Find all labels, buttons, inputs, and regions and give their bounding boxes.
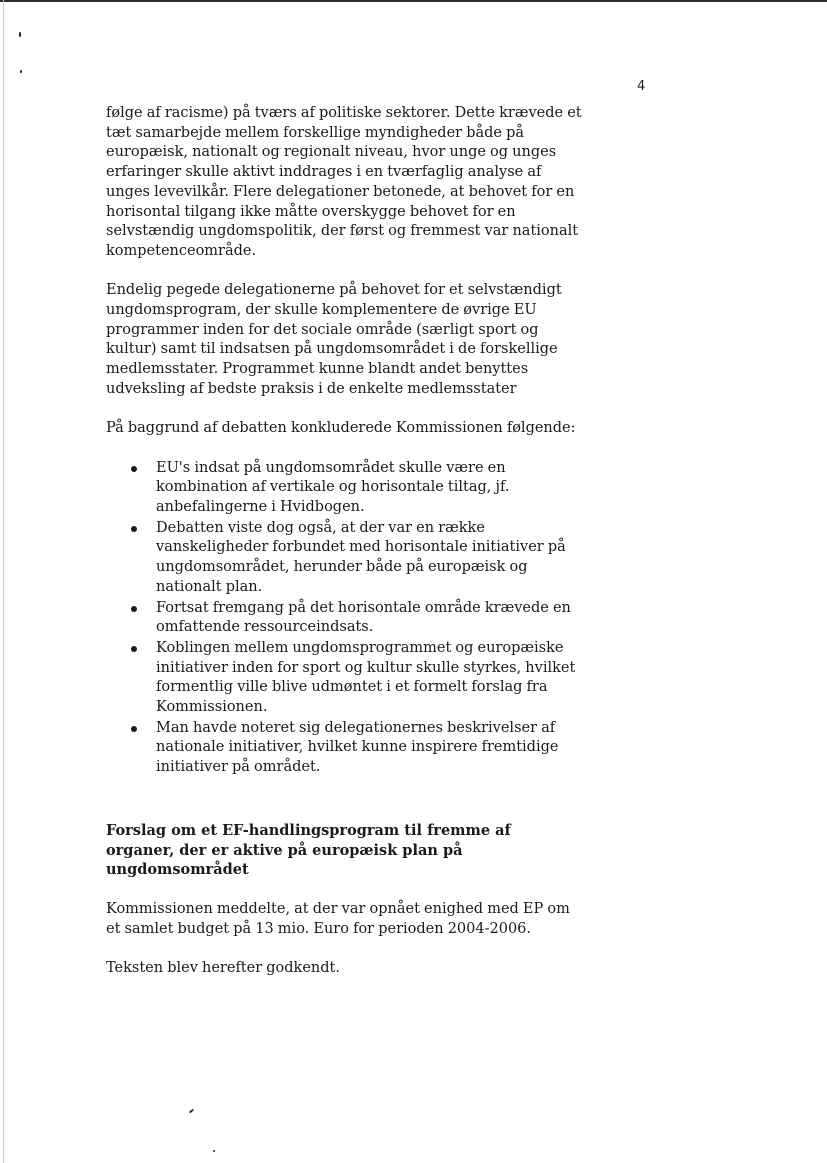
page-number: 4: [637, 79, 646, 94]
conclusion-list: [106, 459, 584, 778]
paragraph-budget: Kommissionen meddelte, at der var opnået enighed med EP om et samlet budget på 13 mio. Euro for perioden 2004-2006.: [106, 900, 570, 937]
scan-left-edge: [3, 0, 4, 1163]
list-item-text: Koblingen mellem ungdomsprogrammet og europæiske initiativer inden for sport og kultur skulle styrkes, hvilket formentlig ville blive udmøntet i et formelt forslag fra Kommissionen.: [156, 639, 576, 716]
bullet-icon: [131, 466, 137, 472]
list-item-text: Debatten viste dog også, at der var en række vanskeligheder forbundet med horisontale initiativer på ungdomsområdet, herunder både på europæisk og nationalt plan.: [156, 519, 566, 595]
list-item-text: Man havde noteret sig delegationernes beskrivelser af nationale initiativer, hvilket kunne inspirere fremtidige initiativer på området.: [156, 719, 559, 776]
bullet-icon: [131, 646, 137, 652]
scan-top-rule: [0, 0, 827, 2]
conclusion-intro: På baggrund af debatten konkluderede Kommissionen følgende:: [106, 420, 576, 437]
paragraph-racism-cross-sector: følge af racisme) på tværs af politiske sektorer. Dette krævede et tæt samarbejde mellem forskellige myndigheder både på europæisk, nationalt og regionalt niveau, hvor unge og unges erfaringer skulle aktivt inddrages i en tværfaglig analyse af unges levevilkår. Flere delegationer betonede, at behovet for en horisontal tilgang ikke måtte overskygge behovet for en selvstændig ungdomspolitik, der først og fremmest var nationalt kompetenceområde.: [106, 105, 582, 259]
section-heading: Forslag om et EF-handlingsprogram til fremme af organer, der er aktive på europæisk plan på ungdomsområdet: [106, 821, 511, 879]
list-item: [106, 519, 584, 598]
list-item: [106, 639, 584, 718]
list-item: [106, 599, 584, 638]
scan-speck: [20, 70, 22, 73]
bullet-icon: [131, 726, 137, 732]
list-item: [106, 459, 584, 518]
paragraph-youth-program: Endelig pegede delegationerne på behovet for et selvstændigt ungdomsprogram, der skulle komplementere de øvrige EU programmer inden for det sociale område (særligt sport og kultur) samt til indsatsen på ungdomsområdet i de forskellige medlemsstater. Programmet kunne blandt andet benyttes udveksling af bedste praksis i de enkelte medlemsstater: [106, 282, 562, 397]
scan-speck: [213, 1150, 215, 1152]
list-item-text: EU's indsat på ungdomsområdet skulle være en kombination af vertikale og horisontale tiltag, jf. anbefalingerne i Hvidbogen.: [156, 459, 510, 516]
scan-speck: [19, 32, 21, 37]
list-item: [106, 719, 584, 778]
document-body: [106, 104, 584, 998]
paragraph-approved: Teksten blev herefter godkendt.: [106, 960, 340, 977]
scan-speck: [189, 1109, 194, 1114]
list-item-text: Fortsat fremgang på det horisontale område krævede en omfattende ressourceindsats.: [156, 599, 571, 636]
bullet-icon: [131, 606, 137, 612]
bullet-icon: [131, 526, 137, 532]
